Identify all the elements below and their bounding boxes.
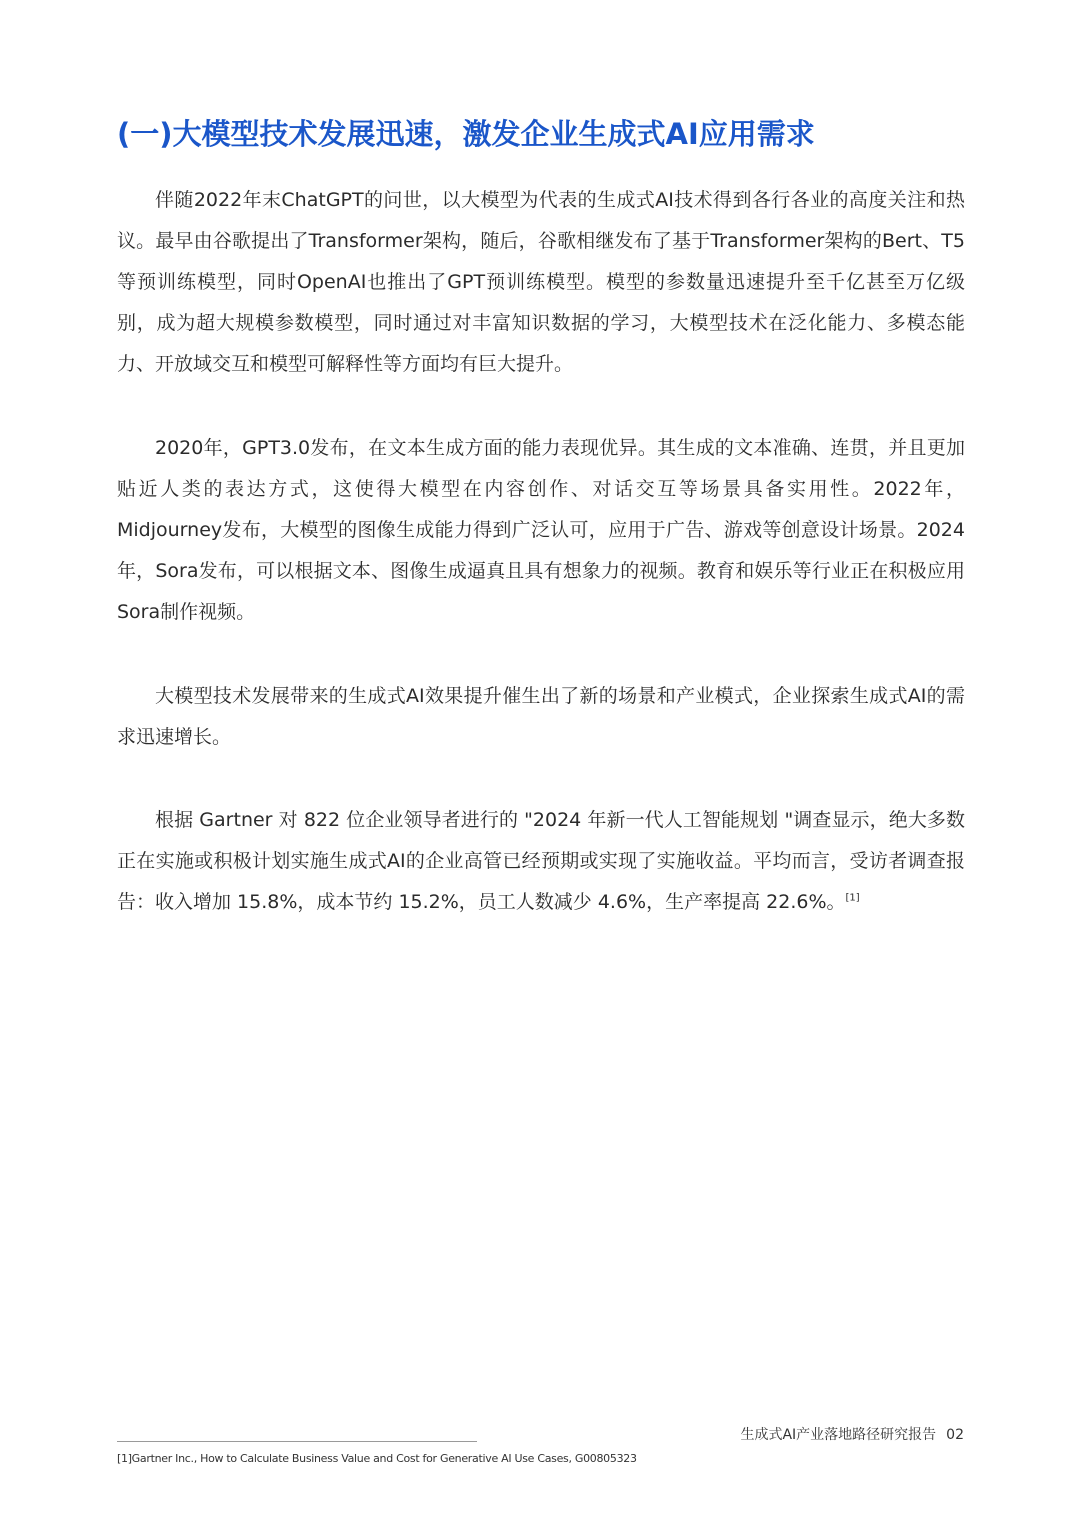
footer-report-title: 生成式AI产业落地路径研究报告 xyxy=(740,1427,937,1443)
footnote-text: [1]Gartner Inc., How to Calculate Business Value and Cost for Generative AI Use Cases, G00805323 xyxy=(117,1452,637,1465)
body-paragraph: 伴随2022年末ChatGPT的问世，以大模型为代表的生成式AI技术得到各行各业的高度关注和热议。最早由谷歌提出了Transformer架构，随后，谷歌相继发布了基于Transformer架构的Bert、T5等预训练模型，同时OpenAI也推出了GPT预训练模型。模型的参数量迅速提升至千亿甚至万亿级别，成为超大规模参数模型，同时通过对丰富知识数据的学习，大模型技术在泛化能力、多模态能力、开放域交互和模型可解释性等方面均有巨大提升。 xyxy=(117,189,965,375)
footnote-divider xyxy=(117,1441,477,1442)
body-paragraph: 大模型技术发展带来的生成式AI效果提升催生出了新的场景和产业模式，企业探索生成式AI的需求迅速增长。 xyxy=(117,685,965,748)
footnote-reference[interactable]: [1] xyxy=(845,892,860,904)
section-title: (一)大模型技术发展迅速，激发企业生成式AI应用需求 xyxy=(117,117,815,151)
page-number: 02 xyxy=(946,1427,964,1443)
body-paragraph: 2020年，GPT3.0发布，在文本生成方面的能力表现优异。其生成的文本准确、连贯，并且更加贴近人类的表达方式，这使得大模型在内容创作、对话交互等场景具备实用性。2022年，Midjourney发布，大模型的图像生成能力得到广泛认可，应用于广告、游戏等创意设计场景。2024年，Sora发布，可以根据文本、图像生成逼真且具有想象力的视频。教育和娱乐等行业正在积极应用Sora制作视频。 xyxy=(117,437,965,623)
body-paragraph-text: 根据 Gartner 对 822 位企业领导者进行的 "2024 年新一代人工智能规划 "调查显示，绝大多数正在实施或积极计划实施生成式AI的企业高管已经预期或实现了实施收益。平均而言，受访者调查报告：收入增加 15.8%，成本节约 15.2%，员工人数减少 4.6%，生产率提高 22.6%。 xyxy=(117,809,965,913)
body-paragraph-with-footnote xyxy=(117,800,965,923)
running-footer xyxy=(740,1424,964,1446)
